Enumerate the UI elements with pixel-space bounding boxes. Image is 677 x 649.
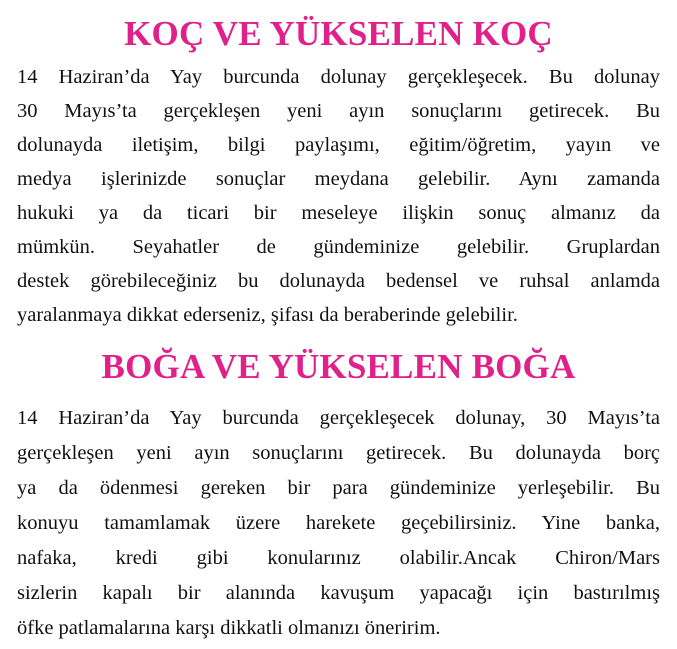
body-line: 14 Haziran’da Yay burcunda dolunay gerçekleşecek. Bu dolunay bbox=[17, 66, 660, 88]
body-line: öfke patlamalarına karşı dikkatli olmanızı öneririm. bbox=[17, 617, 441, 639]
body-line: destek görebileceğiniz bu dolunayda bedensel ve ruhsal anlamda bbox=[17, 270, 660, 292]
body-line: sizlerin kapalı bir alanında kavuşum yapacağı için bastırılmış bbox=[17, 582, 660, 604]
body-line: medya işlerinizde sonuçlar meydana gelebilir. Aynı zamanda bbox=[17, 168, 660, 190]
body-line: mümkün. Seyahatler de gündeminize gelebilir. Gruplardan bbox=[17, 236, 660, 258]
section-title-boga: BOĞA VE YÜKSELEN BOĞA bbox=[101, 347, 576, 386]
body-line: dolunayda iletişim, bilgi paylaşımı, eğitim/öğretim, yayın ve bbox=[17, 134, 660, 156]
body-line: konuyu tamamlamak üzere harekete geçebilirsiniz. Yine banka, bbox=[17, 512, 660, 534]
body-line: 30 Mayıs’ta gerçekleşen yeni ayın sonuçlarını getirecek. Bu bbox=[17, 100, 660, 122]
body-line: yaralanmaya dikkat ederseniz, şifası da beraberinde gelebilir. bbox=[17, 304, 518, 326]
body-line: hukuki ya da ticari bir meseleye ilişkin sonuç almanız da bbox=[17, 202, 660, 224]
body-line: nafaka, kredi gibi konularınız olabilir.Ancak Chiron/Mars bbox=[17, 547, 660, 569]
body-line: gerçekleşen yeni ayın sonuçlarını getirecek. Bu dolunayda borç bbox=[17, 442, 660, 464]
section-title-koc: KOÇ VE YÜKSELEN KOÇ bbox=[124, 14, 553, 53]
body-line: ya da ödenmesi gereken bir para gündeminize yerleşebilir. Bu bbox=[17, 477, 660, 499]
body-line: 14 Haziran’da Yay burcunda gerçekleşecek dolunay, 30 Mayıs’ta bbox=[17, 407, 660, 429]
section-body-koc bbox=[17, 60, 660, 332]
section-body-boga bbox=[17, 401, 660, 646]
